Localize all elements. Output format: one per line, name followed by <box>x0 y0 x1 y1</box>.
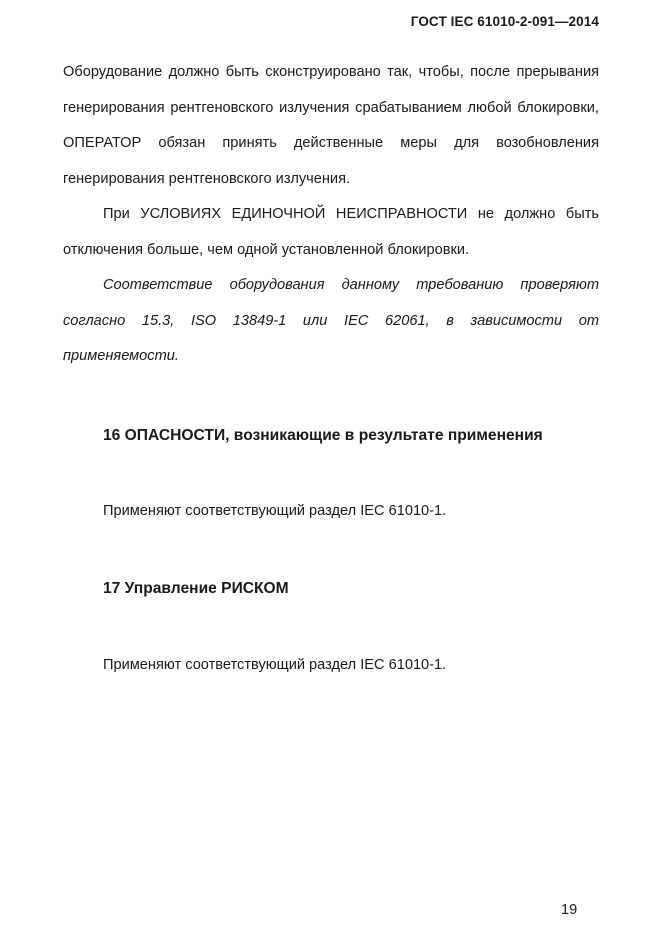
section-17-text: Применяют соответствующий раздел IEC 61010-1. <box>103 657 447 673</box>
section-16-heading: 16 ОПАСНОСТИ, возникающие в результате применения <box>103 427 543 444</box>
paragraph-equipment-design: Оборудование должно быть сконструировано так, чтобы, после прерывания генерирования рентгеновского излучения срабатыванием любой блокировки, ОПЕРАТОР обязан принять действенные меры для возобновления генерирования рентгеновского излучения. <box>63 64 599 187</box>
page-number: 19 <box>561 902 578 918</box>
paragraph-single-fault: При УСЛОВИЯХ ЕДИНОЧНОЙ НЕИСПРАВНОСТИ не должно быть отключения больше, чем одной установленной блокировки. <box>63 206 599 258</box>
paragraph-compliance-check: Соответствие оборудования данному требованию проверяют согласно 15.3, ISO 13849-1 или IEC 62061, в зависимости от применяемости. <box>63 277 599 364</box>
section-17-heading: 17 Управление РИСКОМ <box>103 580 289 597</box>
section-16-text: Применяют соответствующий раздел IEC 61010-1. <box>103 503 447 519</box>
document-header: ГОСТ IEC 61010-2-091—2014 <box>410 14 599 29</box>
